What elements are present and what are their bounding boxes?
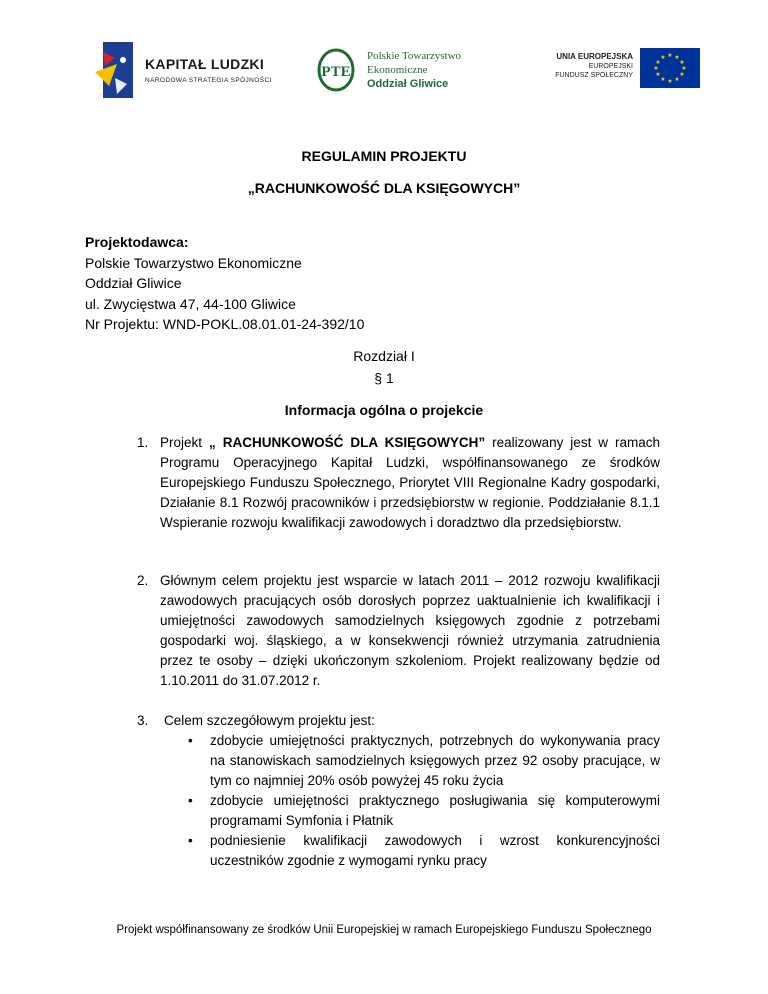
svg-text:★: ★	[674, 76, 680, 83]
item-1-pre: Projekt	[160, 435, 209, 450]
list-item-text: zdobycie umiejętności praktycznych, potrzebnych do wykonywania pracy na stanowiskach samodzielnych księgowych przez 92 osoby pracujące, w tym co najmniej 20% osób powyżej 45 roku życia	[210, 733, 660, 788]
project-name: „RACHUNKOWOŚĆ DLA KSIĘGOWYCH”	[247, 180, 521, 196]
pte-line2: Ekonomiczne	[367, 64, 428, 76]
item-2-text: Głównym celem projektu jest wsparcie w latach 2011 – 2012 rozwoju kwalifikacji zawodowych pracujących osób dorosłych poprzez uaktualnienie ich kwalifikacji i umiejętności zawodowych samodzielnych księgowych zgodnie z potrzebami gospodarki woj. śląskiego, a w konsekwencji również utrzymania zatrudnienia przez te osoby – dzięki ukończonym szkoleniom. Projekt realizowany będzie od 1.10.2011 do 31.07.2012 r.	[160, 573, 660, 688]
svg-text:★: ★	[679, 71, 685, 78]
pte-mark-text: PTE	[321, 64, 351, 80]
pte-line1: Polskie Towarzystwo	[367, 50, 462, 62]
svg-text:★: ★	[655, 59, 661, 66]
projektodawca-line: Polskie Towarzystwo Ekonomiczne	[85, 254, 302, 271]
projektodawca-line: ul. Zwycięstwa 47, 44-100 Gliwice	[85, 295, 296, 312]
item-number: 1.	[137, 435, 149, 450]
projektodawca-block	[85, 232, 364, 335]
objectives-list	[188, 731, 660, 871]
eu-line2: EUROPEJSKI	[588, 63, 633, 70]
svg-text:★: ★	[660, 54, 666, 61]
eu-flag-icon	[640, 48, 700, 88]
list-item-text: podniesienie kwalifikacji zawodowych i wzrost konkurencyjności uczestników zgodnie z wymogami rynku pracy	[210, 833, 660, 868]
pte-emblem-icon	[317, 48, 355, 92]
bullet-icon: •	[188, 833, 193, 848]
svg-text:★: ★	[653, 65, 659, 72]
list-item-text: zdobycie umiejętności praktycznego posługiwania się komputerowymi programami Symfonia i Płatnik	[210, 793, 660, 828]
item-1-text	[160, 433, 660, 533]
bullet-icon: •	[188, 733, 193, 748]
eu-line1: UNIA EUROPEJSKA	[556, 52, 633, 61]
svg-text:★: ★	[674, 54, 680, 61]
item-number: 2.	[137, 573, 149, 588]
pte-logo	[317, 40, 507, 100]
svg-text:★: ★	[667, 78, 673, 85]
list-item	[188, 791, 660, 831]
kapital-ludzki-title: KAPITAŁ LUDZKI	[145, 56, 265, 72]
svg-text:★: ★	[679, 59, 685, 66]
chapter-name: Rozdział I	[353, 348, 415, 364]
list-item	[188, 831, 660, 871]
document-title: REGULAMIN PROJEKTU	[301, 148, 467, 164]
eu-text	[555, 52, 633, 80]
paragraph-number: § 1	[374, 370, 394, 386]
logo-bar	[95, 40, 695, 100]
list-item	[188, 731, 660, 791]
eu-logo	[515, 48, 700, 96]
svg-text:★: ★	[667, 52, 673, 59]
kapital-ludzki-emblem-icon	[95, 42, 133, 98]
svg-text:★: ★	[681, 65, 687, 72]
page-footer: Projekt współfinansowany ze środków Unii Europejskiej w ramach Europejskiego Funduszu Społecznego	[116, 924, 652, 936]
kapital-ludzki-logo	[95, 42, 295, 98]
projektodawca-label: Projektodawca:	[85, 234, 189, 250]
kapital-ludzki-subtitle: NARODOWA STRATEGIA SPÓJNOŚCI	[145, 77, 272, 84]
projektodawca-line: Nr Projektu: WND-POKL.08.01.01-24-392/10	[85, 316, 365, 332]
bullet-icon: •	[188, 793, 193, 808]
item-3-text: Celem szczegółowym projektu jest:	[164, 713, 375, 728]
item-1-post: realizowany jest w ramach Programu Operacyjnego Kapitał Ludzki, współfinansowanego ze środków Europejskiego Funduszu Społecznego, Priorytet VIII Regionalne Kadry gospodarki, Działanie 8.1 Rozwój pracowników i przedsiębiorstw w regionie. Poddziałanie 8.1.1 Wspieranie rozwoju kwalifikacji zawodowych i doradztwo dla przedsiębiorstw.	[160, 435, 660, 530]
svg-text:★: ★	[660, 76, 666, 83]
eu-line3: FUNDUSZ SPOŁECZNY	[555, 72, 633, 79]
item-number: 3.	[137, 713, 149, 728]
section-heading: Informacja ogólna o projekcie	[284, 402, 484, 418]
svg-text:★: ★	[655, 71, 661, 78]
pte-line3: Oddział Gliwice	[367, 78, 449, 90]
projektodawca-line: Oddział Gliwice	[85, 275, 182, 291]
item-1-project-name: „ RACHUNKOWOŚĆ DLA KSIĘGOWYCH”	[208, 435, 486, 450]
